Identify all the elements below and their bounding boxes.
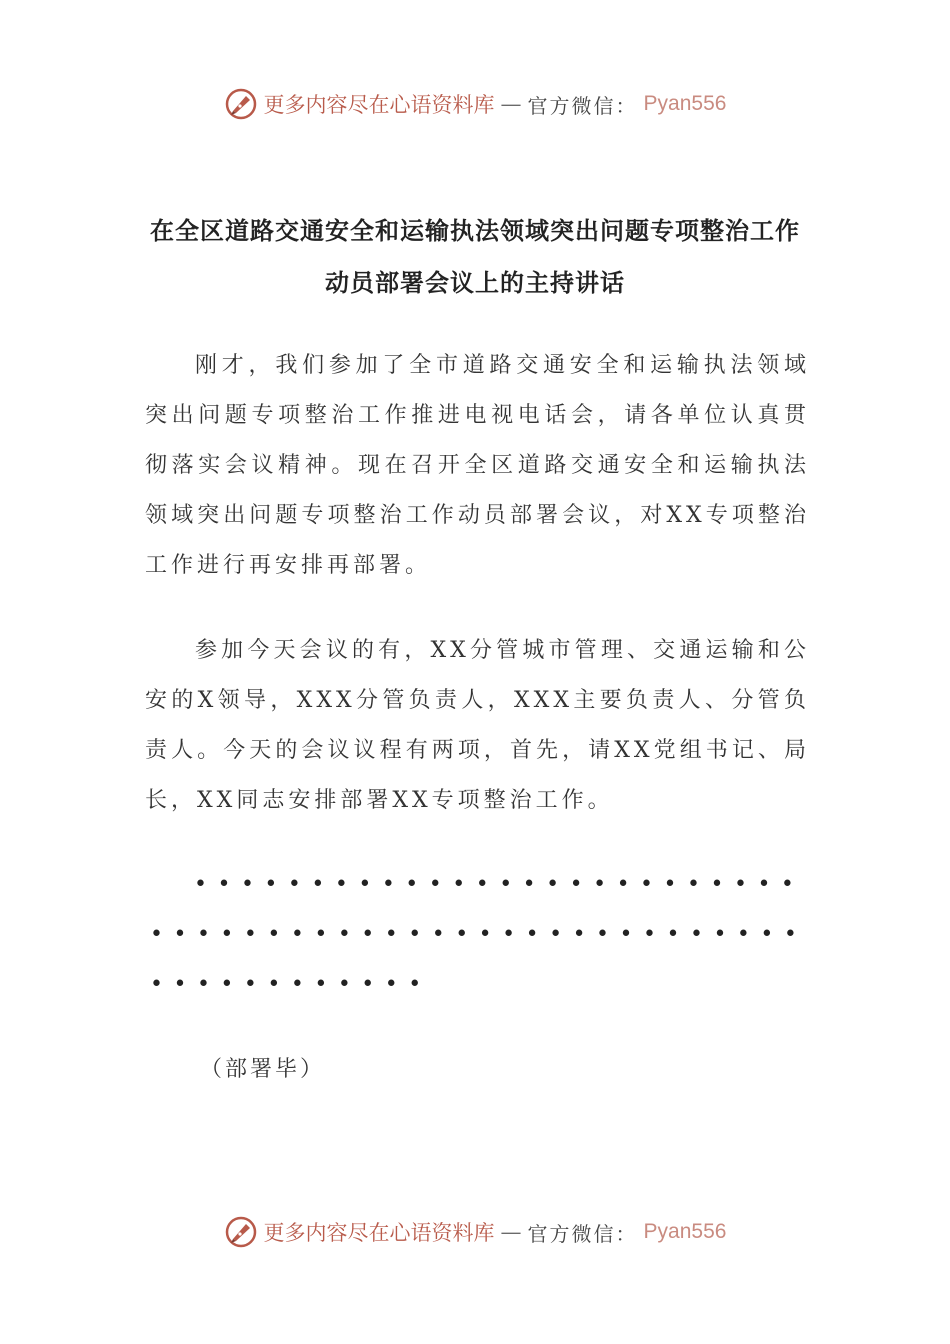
brand-text: 更多内容尽在心语资料库 xyxy=(263,93,495,117)
wechat-label: 官方微信： xyxy=(527,1221,638,1246)
ellipsis-dots: •••••••••••••••••••••••••••••••••••••••••••••••••••••••••••••••••• xyxy=(150,872,808,997)
wechat-id: Pyan556 xyxy=(643,92,727,115)
banner-dash: — xyxy=(500,92,522,116)
paragraph-1: 刚才，我们参加了全市道路交通安全和运输执法领域突出问题专项整治工作推进电视电话会，请各单位认真贯彻落实会议精神。现在召开全区道路交通安全和运输执法领域突出问题专项整治工作动员部署会议，对XX专项整治工作进行再安排再部署。 xyxy=(145,353,810,578)
header-banner xyxy=(0,84,950,124)
brand-text: 更多内容尽在心语资料库 xyxy=(263,1221,495,1245)
pen-nib-circle-icon xyxy=(224,87,258,121)
pen-nib-circle-icon xyxy=(224,1215,258,1249)
footer-banner xyxy=(0,1212,950,1252)
paragraph-2: 参加今天会议的有，XX分管城市管理、交通运输和公安的X领导，XXX分管负责人，XXX主要负责人、分管负责人。今天的会议议程有两项，首先，请XX党组书记、局长，XX同志安排部署XX专项整治工作。 xyxy=(145,638,810,813)
wechat-id: Pyan556 xyxy=(643,1220,727,1243)
banner-dash: — xyxy=(500,1220,522,1244)
closing-note: （部署毕） xyxy=(200,1057,326,1082)
document-title: 在全区道路交通安全和运输执法领域突出问题专项整治工作动员部署会议上的主持讲话 xyxy=(150,216,800,297)
wechat-label: 官方微信： xyxy=(527,93,638,118)
